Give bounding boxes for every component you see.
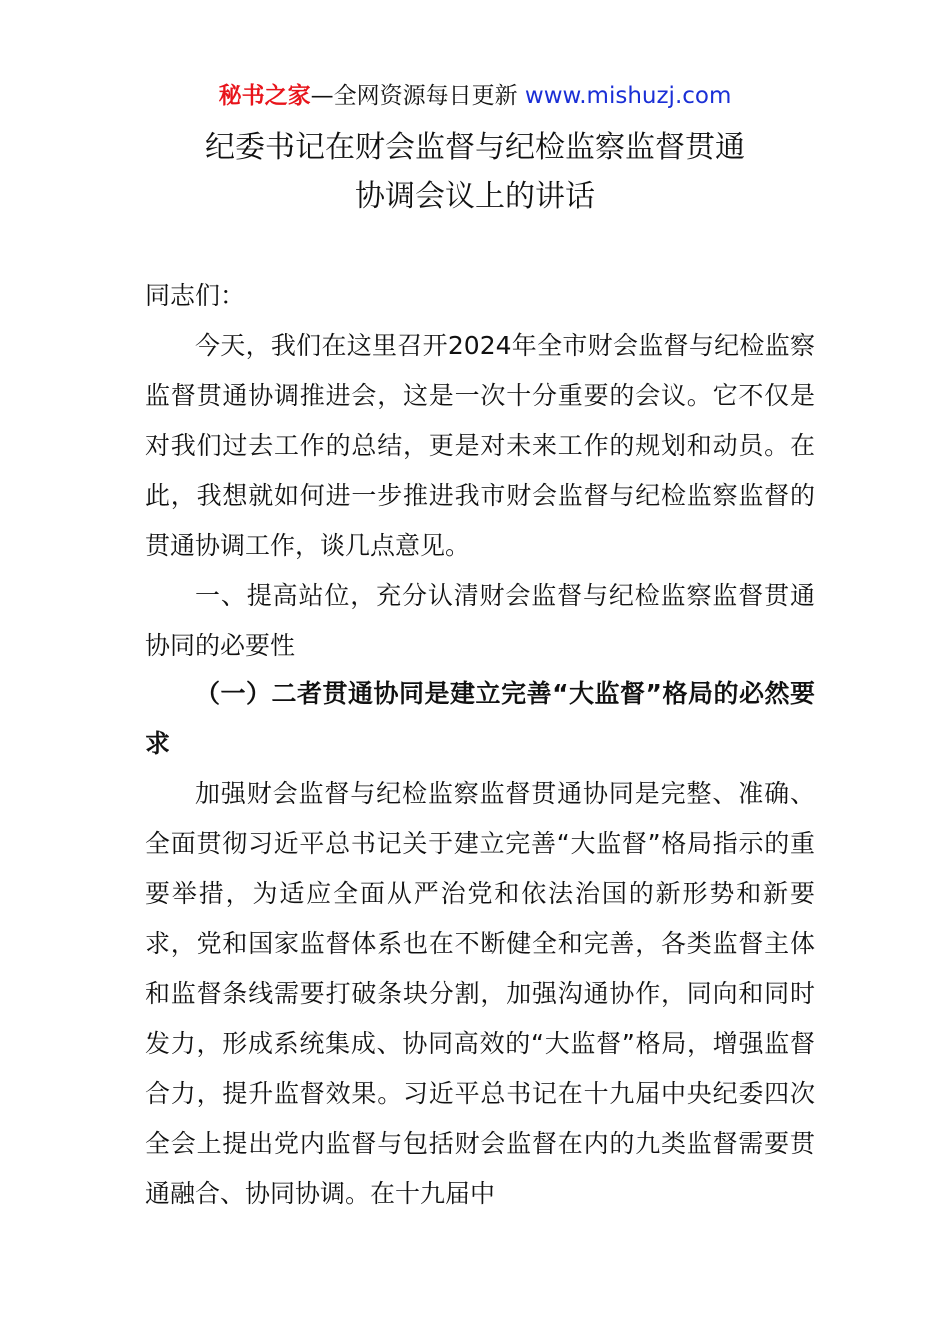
- site-tagline: —全网资源每日更新: [310, 83, 525, 109]
- greeting: 同志们：: [145, 281, 246, 310]
- site-brand: 秘书之家: [218, 83, 311, 109]
- paragraph-subsection-1: 加强财会监督与纪检监察监督贯通协同是完整、准确、全面贯彻习近平总书记关于建立完善“大监督”格局指示的重要举措，为适应全面从严治党和依法治国的新形势和新要求，党和国家监督体系也在不断健全和完善，各类监督主体和监督条线需要打破条块分割，加强沟通协作，同向和同时发力，形成系统集成、协同高效的“大监督”格局，增强监督合力，提升监督效果。习近平总书记在十九届中央纪委四次全会上提出党内监督与包括财会监督在内的九类监督需要贯通融合、协同协调。在十九届中: [145, 779, 815, 1208]
- paragraph-intro: 今天，我们在这里召开2024年全市财会监督与纪检监察监督贯通协调推进会，这是一次十分重要的会议。它不仅是对我们过去工作的总结，更是对未来工作的规划和动员。在此，我想就如何进一步推进我市财会监督与纪检监察监督的贯通协调工作，谈几点意见。: [145, 331, 815, 560]
- subsection-heading-1: （一）二者贯通协同是建立完善“大监督”格局的必然要求: [145, 679, 815, 758]
- site-url[interactable]: www.mishuzj.com: [524, 83, 732, 109]
- section-heading-1: 一、提高站位，充分认清财会监督与纪检监察监督贯通协同的必要性: [145, 581, 815, 660]
- document-title-line-1: 纪委书记在财会监督与纪检监察监督贯通: [205, 130, 745, 165]
- document-title-line-2: 协调会议上的讲话: [355, 179, 595, 214]
- site-header: [0, 80, 950, 112]
